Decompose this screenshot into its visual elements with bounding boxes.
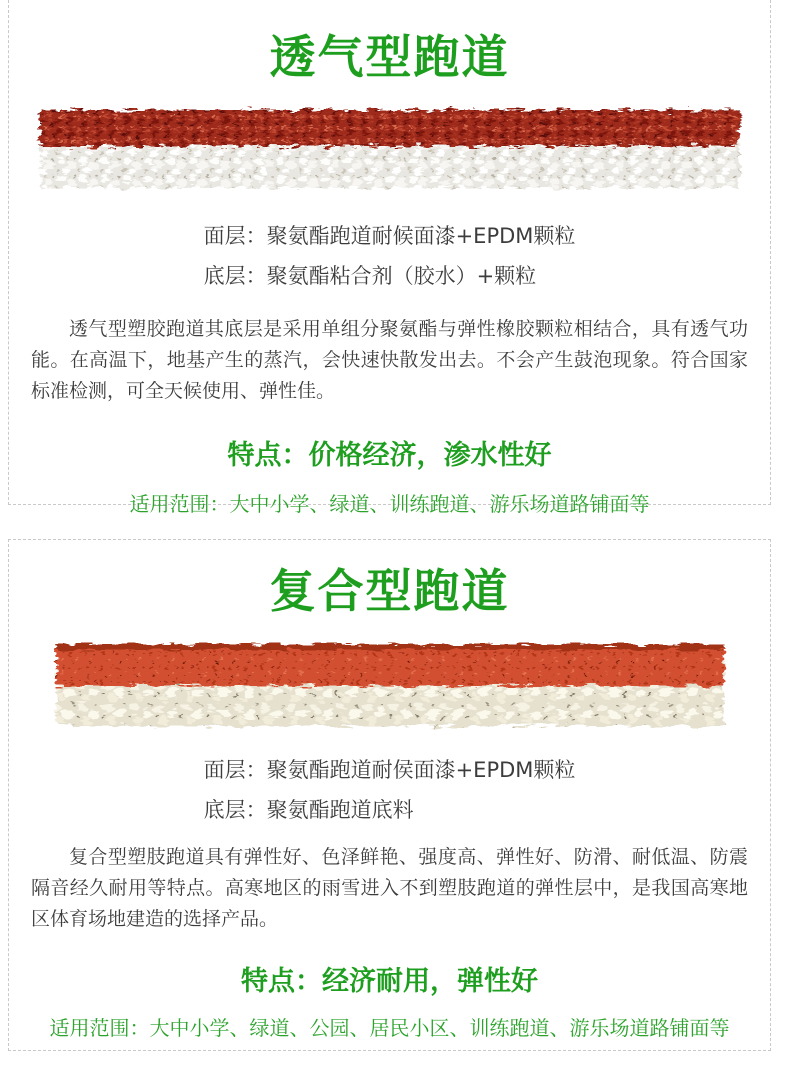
description-paragraph: 复合型塑肢跑道具有弹性好、色泽鲜艳、强度高、弹性好、防滑、耐低温、防震隔音经久耐用等特点。高寒地区的雨雪进入不到塑肢跑道的弹性层中，是我国高寒地区体育场地建造的选择产品。	[31, 846, 748, 930]
scope-line: 适用范围：大中小学、绿道、公园、居民小区、训练跑道、游乐场道路铺面等	[49, 1016, 730, 1040]
section-composite-track	[8, 539, 771, 1051]
base-layer-line	[204, 790, 576, 830]
section-title: 透气型跑道	[269, 30, 510, 84]
layer-spec-list	[204, 750, 576, 830]
breathable-track-cross-section-image	[34, 102, 746, 194]
section-breathable-track	[8, 0, 771, 516]
description-paragraph: 透气型塑胶跑道其底层是采用单组分聚氨酯与弹性橡胶颗粒相结合，具有透气功能。在高温下，地基产生的蒸汽，会快速快散发出去。不会产生鼓泡现象。符合国家标准检测，可全天候使用、弹性佳。	[31, 318, 748, 402]
base-layer-value: 聚氨酯跑道底料	[266, 798, 414, 822]
surface-layer-value: 聚氨酯跑道耐候面漆+EPDM颗粒	[266, 224, 576, 248]
surface-layer-line	[204, 216, 576, 256]
base-layer-label: 底层：	[203, 798, 267, 822]
composite-track-cross-section-image	[50, 636, 730, 734]
layer-spec-list	[204, 216, 576, 296]
surface-layer-value: 聚氨酯跑道耐侯面漆+EPDM颗粒	[266, 758, 576, 782]
base-layer-label: 底层：	[203, 264, 267, 288]
surface-layer-label: 面层：	[203, 758, 267, 782]
base-layer-line	[204, 256, 576, 296]
features-line: 特点：价格经济，渗水性好	[227, 440, 552, 471]
features-line: 特点：经济耐用，弹性好	[241, 966, 538, 997]
surface-layer-label: 面层：	[203, 224, 267, 248]
scope-line: 适用范围：大中小学、绿道、训练跑道、游乐场道路铺面等	[129, 492, 650, 516]
surface-layer-line	[204, 750, 576, 790]
section-title: 复合型跑道	[269, 564, 510, 618]
base-layer-value: 聚氨酯粘合剂（胶水）+颗粒	[266, 264, 537, 288]
